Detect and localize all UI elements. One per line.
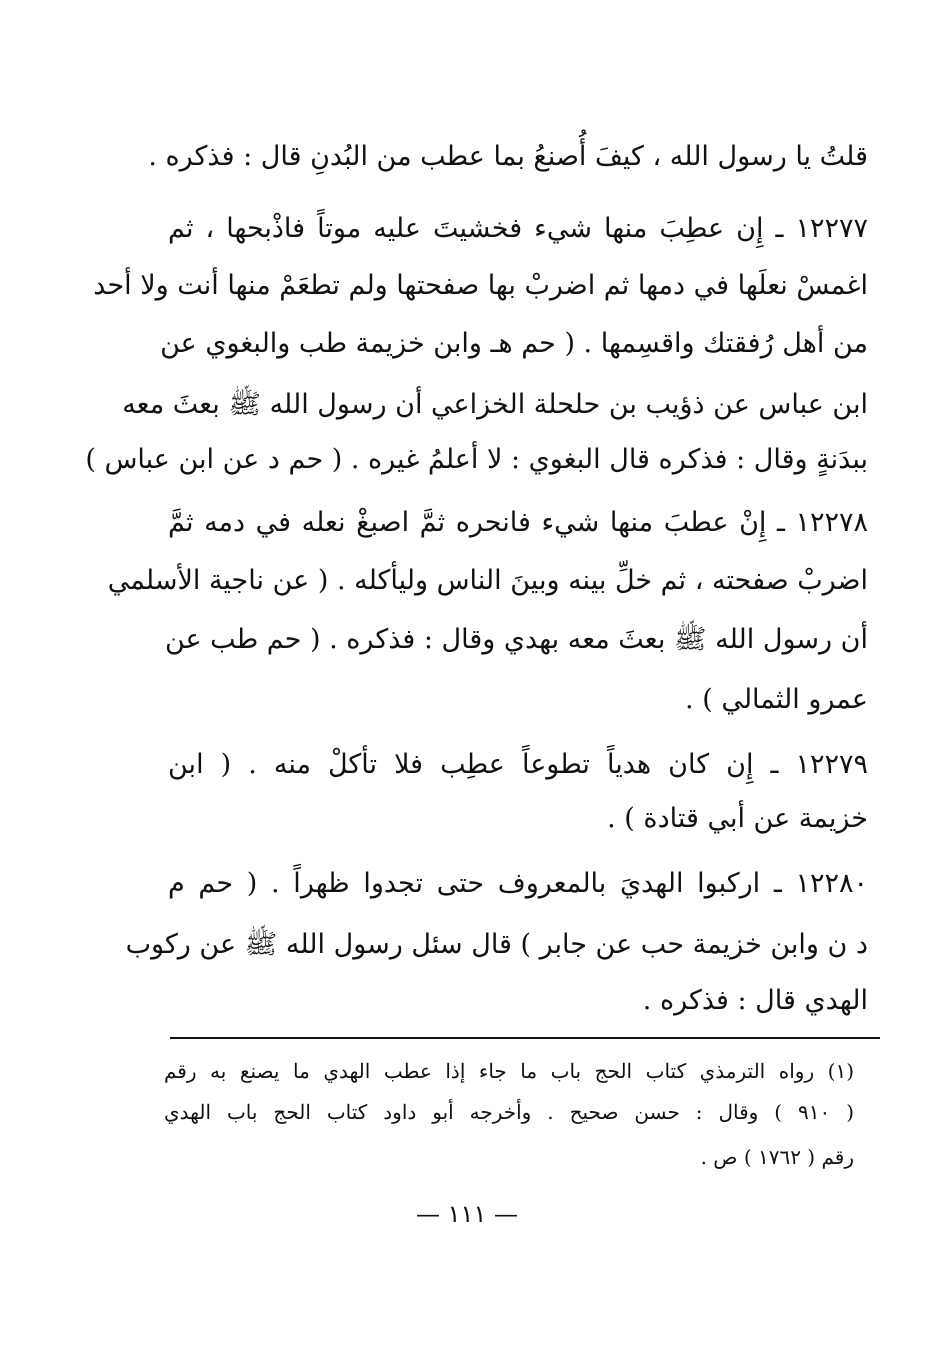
body-line: من أهل رُفقتك واقسِمها . ( حم هـ وابن خزيمة طب والبغوي عن bbox=[160, 328, 868, 359]
footnote-line: ( ٩١٠ ) وقال : حسن صحيح . وأخرجه أبو داود كتاب الحج باب الهدي bbox=[164, 1100, 855, 1124]
body-line: اضربْ صفحته ، ثم خلِّ بينه وبينَ الناس وليأكله . ( عن ناجية الأسلمي bbox=[107, 565, 868, 596]
body-line: ببدَنةٍ وقال : فذكره قال البغوي : لا أعلمُ غيره . ( حم د عن ابن عباس ) bbox=[85, 444, 868, 475]
footnote-divider bbox=[170, 1037, 880, 1039]
body-line: عمرو الثمالي ) . bbox=[685, 684, 868, 715]
body-line: ١٢٢٨٠ ـ اركبوا الهديَ بالمعروف حتى تجدوا ظهراً . ( حم م bbox=[168, 868, 868, 899]
body-line: قلتُ يا رسول الله ، كيفَ أُصنعُ بما عطب من البُدنِ قال : فذكره . bbox=[148, 141, 868, 172]
body-line: د ن وابن خزيمة حب عن جابر ) قال سئل رسول الله ﷺ عن ركوب bbox=[125, 929, 868, 960]
body-line: ١٢٢٧٧ ـ إِن عطِبَ منها شيء فخشيتَ عليه موتاً فاذْبحها ، ثم bbox=[168, 213, 868, 244]
body-line: ابن عباس عن ذؤيب بن حلحلة الخزاعي أن رسول الله ﷺ بعثَ معه bbox=[122, 389, 868, 420]
footnote-line: (١) رواه الترمذي كتاب الحج باب ما جاء إذا عطب الهدي ما يصنع به رقم bbox=[164, 1059, 854, 1083]
body-line: اغمسْ نعلَها في دمها ثم اضربْ بها صفحتها ولم تطعَمْ منها أنت ولا أحد bbox=[93, 270, 868, 301]
body-line: ١٢٢٧٩ ـ إِن كان هدياً تطوعاً عطِب فلا تأكلْ منه . ( ابن bbox=[168, 749, 868, 780]
page-number: — ١١١ — bbox=[416, 1200, 518, 1228]
body-line: الهدي قال : فذكره . bbox=[642, 985, 868, 1016]
body-line: أن رسول الله ﷺ بعثَ معه بهدي وقال : فذكره . ( حم طب عن bbox=[164, 624, 868, 655]
body-line: ١٢٢٧٨ ـ إِنْ عطبَ منها شيء فانحره ثمَّ اصبغْ نعله في دمه ثمَّ bbox=[168, 507, 868, 538]
footnote-line: رقم ( ١٧٦٢ ) ص . bbox=[700, 1145, 854, 1169]
body-line: خزيمة عن أبي قتادة ) . bbox=[607, 803, 868, 834]
